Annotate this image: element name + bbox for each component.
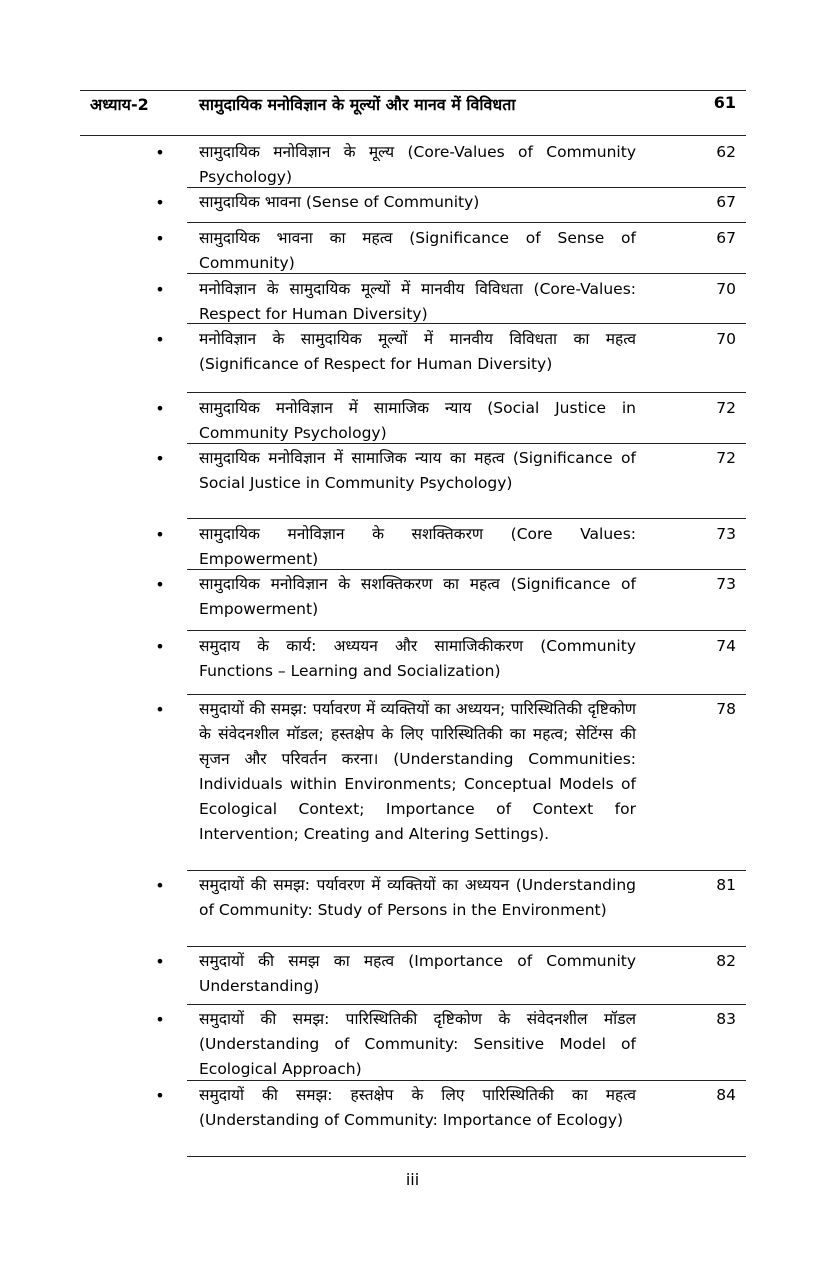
bullet-icon: • (155, 1010, 165, 1029)
bullet-icon: • (155, 525, 165, 544)
bullet-icon: • (155, 637, 165, 656)
bullet-icon: • (155, 229, 165, 248)
entry-page-number: 73 (716, 525, 736, 543)
entry-divider (187, 569, 746, 570)
entry-page-number: 72 (716, 449, 736, 467)
entry-title: समुदायों की समझ: पर्यावरण में व्यक्तियों का अध्ययन; पारिस्थितिकी दृष्टिकोण के संवेदनशील मॉडल; हस्तक्षेप के लिए पारिस्थितिकी का महत्व; सेटिंग्स की सृजन और परिवर्तन करना। (Understanding Communities: Individuals within Environments; Conceptual Models of Ecological Context; Importance of Context for Intervention; Creating and Altering Settings). (199, 700, 636, 843)
chapter-page-number: 61 (713, 93, 736, 112)
entry-title: मनोविज्ञान के सामुदायिक मूल्यों में मानवीय विविधता (Core-Values: Respect for Human Diversity) (199, 280, 636, 323)
bullet-icon: • (155, 700, 165, 719)
entry-divider (187, 518, 746, 519)
entry-page-number: 74 (716, 637, 736, 655)
entry-page-number: 73 (716, 575, 736, 593)
entry-title: सामुदायिक मनोविज्ञान के सशक्तिकरण का महत्व (Significance of Empowerment) (199, 575, 636, 618)
entry-page-number: 72 (716, 399, 736, 417)
entry-divider (187, 392, 746, 393)
entry-divider (187, 1004, 746, 1005)
entry-title: सामुदायिक मनोविज्ञान के सशक्तिकरण (Core Values: Empowerment) (199, 525, 636, 568)
entry-title: सामुदायिक मनोविज्ञान में सामाजिक न्याय का महत्व (Significance of Social Justice in Community Psychology) (199, 449, 636, 492)
entry-divider (187, 630, 746, 631)
entry-page-number: 78 (716, 700, 736, 718)
entry-divider (187, 323, 746, 324)
entry-title: समुदायों की समझ: हस्तक्षेप के लिए पारिस्थितिकी का महत्व (Understanding of Community: Importance of Ecology) (199, 1086, 636, 1129)
bullet-icon: • (155, 399, 165, 418)
header-bottom-rule (80, 135, 746, 136)
entry-divider (187, 694, 746, 695)
entry-divider (187, 1156, 746, 1157)
bullet-icon: • (155, 876, 165, 895)
entry-page-number: 62 (716, 143, 736, 161)
entry-divider (187, 222, 746, 223)
chapter-title: सामुदायिक मनोविज्ञान के मूल्यों और मानव में विविधता (199, 95, 516, 114)
entry-divider (187, 1080, 746, 1081)
entry-page-number: 70 (716, 280, 736, 298)
entry-title: सामुदायिक मनोविज्ञान में सामाजिक न्याय (Social Justice in Community Psychology) (199, 399, 636, 442)
entry-divider (187, 870, 746, 871)
bullet-icon: • (155, 280, 165, 299)
bullet-icon: • (155, 449, 165, 468)
entry-title: समुदायों की समझ: पारिस्थितिकी दृष्टिकोण के संवेदनशील मॉडल (Understanding of Community: Sensitive Model of Ecological Approach) (199, 1010, 636, 1078)
entry-title: सामुदायिक भावना (Sense of Community) (199, 193, 480, 211)
footer-page-number: iii (405, 1170, 420, 1189)
entry-divider (187, 946, 746, 947)
entry-page-number: 82 (716, 952, 736, 970)
entry-title: सामुदायिक भावना का महत्व (Significance of Sense of Community) (199, 229, 636, 272)
entry-page-number: 67 (716, 193, 736, 211)
entry-title: समुदायों की समझ: पर्यावरण में व्यक्तियों का अध्ययन (Understanding of Community: Study of Persons in the Environment) (199, 876, 636, 919)
entry-page-number: 83 (716, 1010, 736, 1028)
entry-title: समुदायों की समझ का महत्व (Importance of Community Understanding) (199, 952, 636, 995)
entry-title: समुदाय के कार्य: अध्ययन और सामाजिकीकरण (Community Functions – Learning and Socialization) (199, 637, 636, 680)
bullet-icon: • (155, 1086, 165, 1105)
bullet-icon: • (155, 330, 165, 349)
entry-page-number: 81 (716, 876, 736, 894)
chapter-label: अध्याय-2 (90, 95, 149, 114)
bullet-icon: • (155, 952, 165, 971)
bullet-icon: • (155, 143, 165, 162)
bullet-icon: • (155, 575, 165, 594)
bullet-icon: • (155, 193, 165, 212)
entry-title: सामुदायिक मनोविज्ञान के मूल्य (Core-Values of Community Psychology) (199, 143, 636, 186)
entry-page-number: 70 (716, 330, 736, 348)
entry-page-number: 67 (716, 229, 736, 247)
entry-page-number: 84 (716, 1086, 736, 1104)
entry-divider (187, 273, 746, 274)
header-top-rule (80, 90, 746, 91)
entry-divider (187, 443, 746, 444)
entry-divider (187, 187, 746, 188)
entry-title: मनोविज्ञान के सामुदायिक मूल्यों में मानवीय विविधता का महत्व (Significance of Respect for Human Diversity) (199, 330, 636, 373)
